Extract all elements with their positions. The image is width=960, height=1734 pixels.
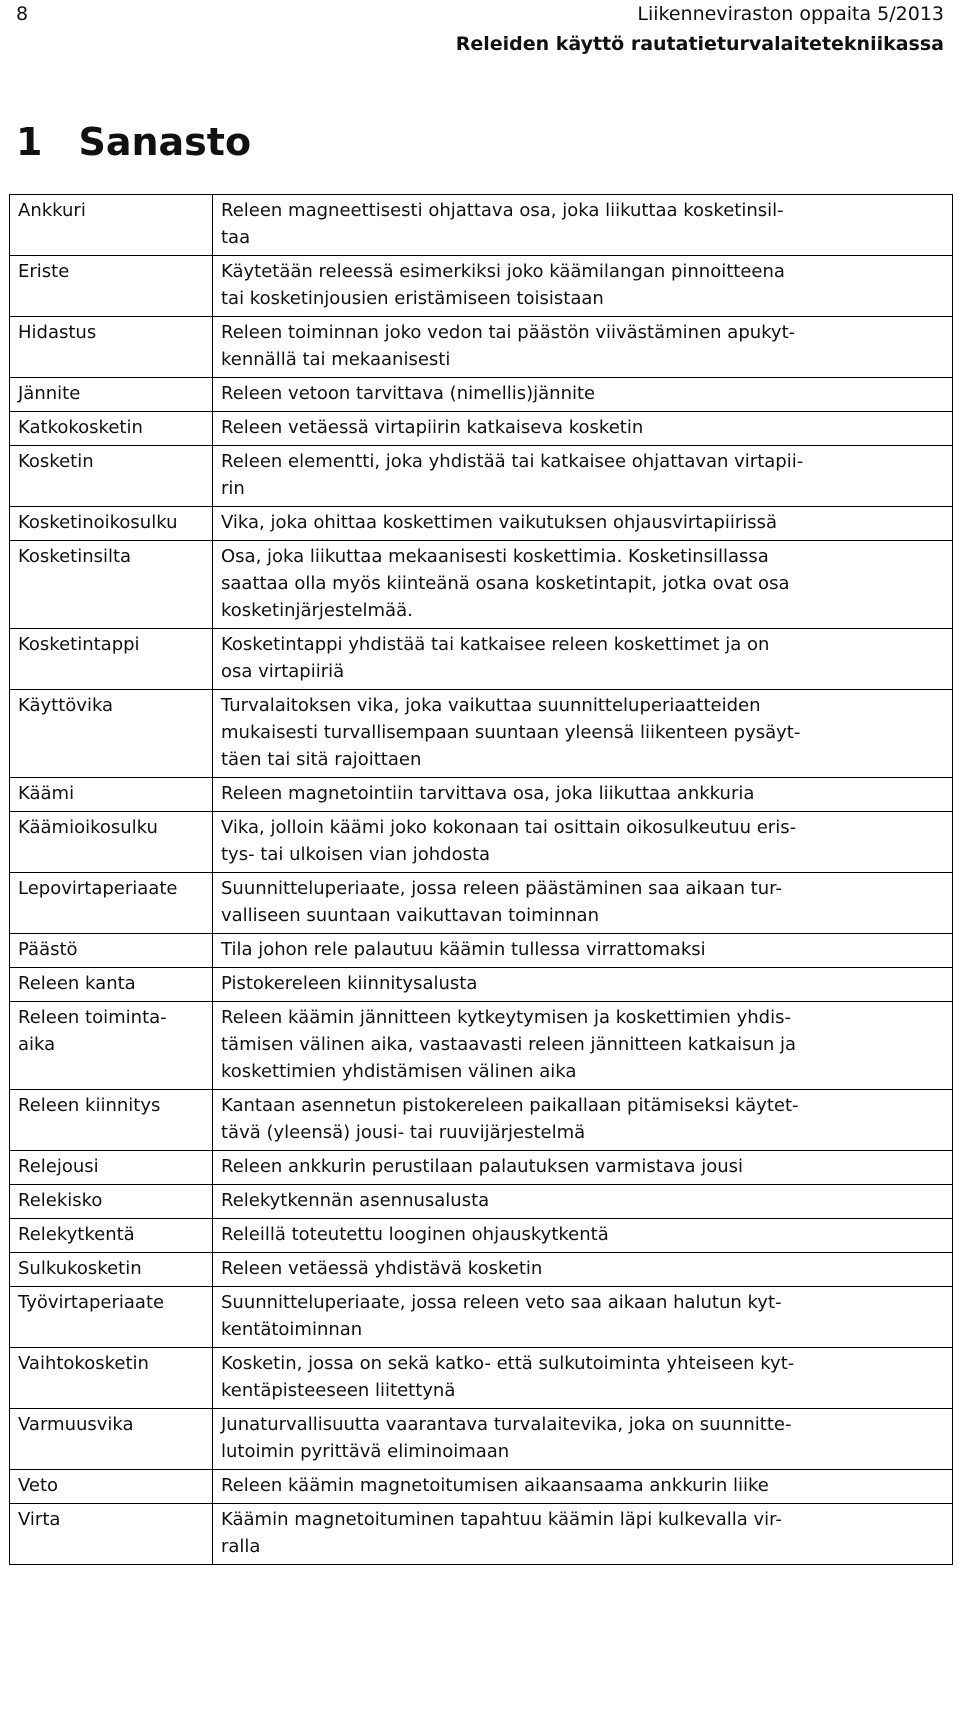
glossary-row	[10, 507, 953, 541]
glossary-row	[10, 934, 953, 968]
glossary-definition: Vika, joka ohittaa koskettimen vaikutuksen ohjausvirtapiirissä	[213, 507, 953, 541]
glossary-definition: Releen vetäessä yhdistävä kosketin	[213, 1253, 953, 1287]
glossary-definition: Pistokereleen kiinnitysalusta	[213, 968, 953, 1002]
glossary-row	[10, 1348, 953, 1409]
glossary-definition: Suunnitteluperiaate, jossa releen päästäminen saa aikaan tur- valliseen suuntaan vaikuttavan toiminnan	[213, 873, 953, 934]
glossary-term: Hidastus	[10, 317, 213, 378]
chapter-heading	[16, 118, 251, 166]
glossary-definition: Releillä toteutettu looginen ohjauskytkentä	[213, 1219, 953, 1253]
glossary-term: Päästö	[10, 934, 213, 968]
glossary-term: Relekytkentä	[10, 1219, 213, 1253]
chapter-title: Sanasto	[78, 120, 252, 164]
glossary-term: Virta	[10, 1504, 213, 1565]
glossary-definition: Relekytkennän asennusalusta	[213, 1185, 953, 1219]
glossary-definition: Kosketin, jossa on sekä katko- että sulkutoiminta yhteiseen kyt- kentäpisteeseen liitettynä	[213, 1348, 953, 1409]
glossary-term: Releen toiminta- aika	[10, 1002, 213, 1090]
glossary-definition: Suunnitteluperiaate, jossa releen veto saa aikaan halutun kyt- kentätoiminnan	[213, 1287, 953, 1348]
glossary-row	[10, 1253, 953, 1287]
glossary-row	[10, 1185, 953, 1219]
glossary-term: Käämi	[10, 778, 213, 812]
glossary-definition: Tila johon rele palautuu käämin tullessa virrattomaksi	[213, 934, 953, 968]
glossary-term: Vaihtokosketin	[10, 1348, 213, 1409]
glossary-row	[10, 317, 953, 378]
glossary-row	[10, 541, 953, 629]
glossary-term: Releen kiinnitys	[10, 1090, 213, 1151]
glossary-row	[10, 1287, 953, 1348]
glossary-row	[10, 1470, 953, 1504]
glossary-term: Lepovirtaperiaate	[10, 873, 213, 934]
glossary-body	[10, 195, 953, 1565]
glossary-row	[10, 690, 953, 778]
glossary-definition: Käytetään releessä esimerkiksi joko käämilangan pinnoitteena tai kosketinjousien eristämiseen toisistaan	[213, 256, 953, 317]
glossary-definition: Käämin magnetoituminen tapahtuu käämin läpi kulkevalla vir- ralla	[213, 1504, 953, 1565]
glossary-definition: Releen vetäessä virtapiirin katkaiseva kosketin	[213, 412, 953, 446]
glossary-term: Käämioikosulku	[10, 812, 213, 873]
glossary-definition: Kosketintappi yhdistää tai katkaisee releen koskettimet ja on osa virtapiiriä	[213, 629, 953, 690]
glossary-term: Katkokosketin	[10, 412, 213, 446]
page-number: 8	[16, 3, 29, 25]
glossary-row	[10, 1002, 953, 1090]
glossary-term: Kosketinoikosulku	[10, 507, 213, 541]
glossary-row	[10, 1151, 953, 1185]
page-header	[0, 0, 960, 60]
glossary-row	[10, 778, 953, 812]
glossary-row	[10, 378, 953, 412]
glossary-term: Käyttövika	[10, 690, 213, 778]
glossary-definition: Releen magneettisesti ohjattava osa, joka liikuttaa kosketinsil- taa	[213, 195, 953, 256]
glossary-row	[10, 446, 953, 507]
glossary-term: Työvirtaperiaate	[10, 1287, 213, 1348]
glossary-term: Relekisko	[10, 1185, 213, 1219]
glossary-definition: Releen magnetointiin tarvittava osa, joka liikuttaa ankkuria	[213, 778, 953, 812]
glossary-row	[10, 629, 953, 690]
glossary-definition: Releen ankkurin perustilaan palautuksen varmistava jousi	[213, 1151, 953, 1185]
glossary-term: Relejousi	[10, 1151, 213, 1185]
glossary-definition: Vika, jolloin käämi joko kokonaan tai osittain oikosulkeutuu eris- tys- tai ulkoisen vian johdosta	[213, 812, 953, 873]
glossary-row	[10, 195, 953, 256]
glossary-row	[10, 968, 953, 1002]
glossary-row	[10, 1409, 953, 1470]
document-subtitle: Releiden käyttö rautatieturvalaitetekniikassa	[455, 33, 944, 55]
glossary-term: Kosketin	[10, 446, 213, 507]
publication-title: Liikenneviraston oppaita 5/2013	[637, 3, 944, 25]
glossary-row	[10, 1504, 953, 1565]
glossary-row	[10, 1090, 953, 1151]
glossary-row	[10, 1219, 953, 1253]
glossary-definition: Releen käämin jännitteen kytkeytymisen ja koskettimien yhdis- tämisen välinen aika, vastaavasti releen jännitteen katkaisun ja koskettimien yhdistämisen välinen aika	[213, 1002, 953, 1090]
glossary-definition: Osa, joka liikuttaa mekaanisesti koskettimia. Kosketinsillassa saattaa olla myös kiinteänä osana kosketintapit, jotka ovat osa kosketinjärjestelmää.	[213, 541, 953, 629]
glossary-definition: Turvalaitoksen vika, joka vaikuttaa suunnitteluperiaatteiden mukaisesti turvallisempaan suuntaan yleensä liikenteen pysäyt- täen tai sitä rajoittaen	[213, 690, 953, 778]
glossary-term: Releen kanta	[10, 968, 213, 1002]
glossary-definition: Releen toiminnan joko vedon tai päästön viivästäminen apukyt- kennällä tai mekaanisesti	[213, 317, 953, 378]
glossary-term: Jännite	[10, 378, 213, 412]
glossary-definition: Releen elementti, joka yhdistää tai katkaisee ohjattavan virtapii- rin	[213, 446, 953, 507]
glossary-term: Eriste	[10, 256, 213, 317]
glossary-definition: Kantaan asennetun pistokereleen paikallaan pitämiseksi käytet- tävä (yleensä) jousi- tai ruuvijärjestelmä	[213, 1090, 953, 1151]
glossary-term: Kosketinsilta	[10, 541, 213, 629]
glossary-row	[10, 873, 953, 934]
glossary-term: Veto	[10, 1470, 213, 1504]
glossary-term: Kosketintappi	[10, 629, 213, 690]
glossary-definition: Releen vetoon tarvittava (nimellis)jännite	[213, 378, 953, 412]
glossary-definition: Junaturvallisuutta vaarantava turvalaitevika, joka on suunnitte- lutoimin pyrittävä eliminoimaan	[213, 1409, 953, 1470]
glossary-row	[10, 412, 953, 446]
glossary-row	[10, 256, 953, 317]
glossary-term: Ankkuri	[10, 195, 213, 256]
chapter-number: 1	[16, 120, 43, 164]
glossary-definition: Releen käämin magnetoitumisen aikaansaama ankkurin liike	[213, 1470, 953, 1504]
glossary-row	[10, 812, 953, 873]
glossary-term: Varmuusvika	[10, 1409, 213, 1470]
glossary-term: Sulkukosketin	[10, 1253, 213, 1287]
glossary-table	[9, 194, 953, 1565]
